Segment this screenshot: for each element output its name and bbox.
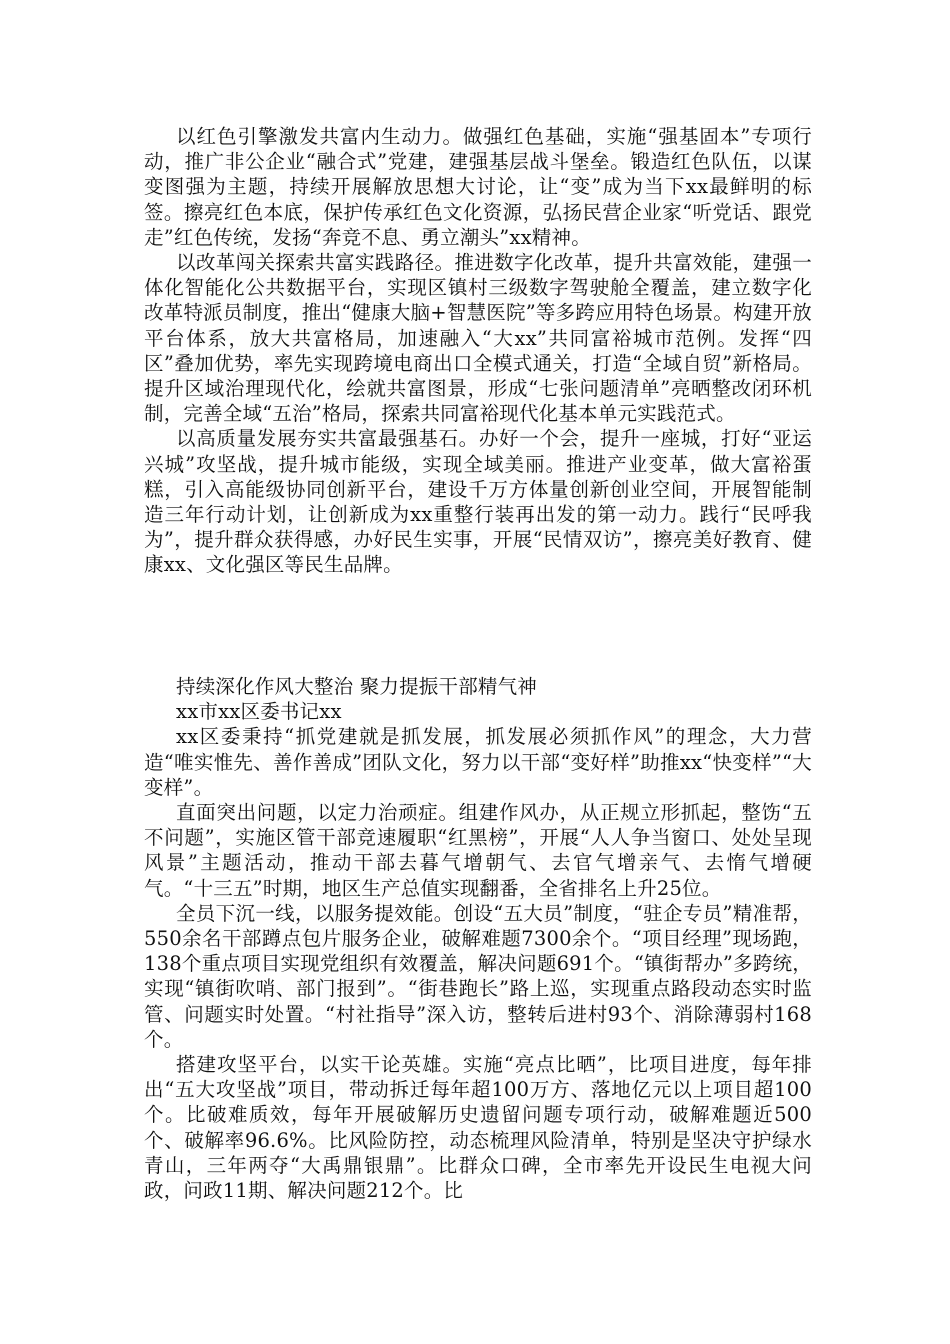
paragraph-reform-path: 以改革闯关探索共富实践路径。推进数字化改革，提升共富效能，建强一体化智能化公共数据平台，实现区镇村三级数字驾驶舱全覆盖，建立数字化改革特派员制度，推出“健康大脑+智慧医院”等多跨应用特色场景。构建开放平台体系，放大共富格局，加速融入“大xx”共同富裕城市范例。发挥“四区”叠加优势，率先实现跨境电商出口全模式通关，打造“全域自贸”新格局。提升区域治理现代化，绘就共富图景，形成“七张问题清单”亮晒整改闭环机制，完善全域“五治”格局，探索共同富裕现代化基本单元实践范式。 [144,251,812,426]
paragraph-face-problems: 直面突出问题，以定力治顽症。组建作风办，从正规立形抓起，整饬“五不问题”，实施区管干部竞速履职“红黑榜”，开展“人人争当窗口、处处呈现风景”主题活动，推动干部去暮气增朝气、去官气增亲气、去惰气增硬气。“十三五”时期，地区生产总值实现翻番，全省排名上升25位。 [144,801,812,900]
section-two [144,674,812,1203]
paragraph-red-engine: 以红色引擎激发共富内生动力。做强红色基础，实施“强基固本”专项行动，推广非公企业“融合式”党建，建强基层战斗堡垒。锻造红色队伍，以谋变图强为主题，持续开展解放思想大讨论，让“变”成为当下xx最鲜明的标签。擦亮红色本底，保护传承红色文化资源，弘扬民营企业家“听党话、跟党走”红色传统，发扬“奔竞不息、勇立潮头”xx精神。 [144,125,812,249]
paragraph-tackling-platform: 搭建攻坚平台，以实干论英雄。实施“亮点比晒”，比项目进度，每年排出“五大攻坚战”项目，带动拆迁每年超100万方、落地亿元以上项目超100个。比破难质效，每年开展破解历史遗留问题专项行动，破解难题近500个、破解率96.6%。比风险防控，动态梳理风险清单，特别是坚决守护绿水青山，三年两夺“大禹鼎银鼎”。比群众口碑，全市率先开设民生电视大问政，问政11期、解决问题212个。比 [144,1053,812,1203]
section-one [144,124,812,578]
article-title: 持续深化作风大整治 聚力提振干部精气神 [176,675,537,698]
paragraph-intro: xx区委秉持“抓党建就是抓发展，抓发展必须抓作风”的理念，大力营造“唯实惟先、善作善成”团队文化，努力以干部“变好样”助推xx“快变样”“大变样”。 [144,725,812,799]
paragraph-high-quality-development: 以高质量发展夯实共富最强基石。办好一个会，提升一座城，打好“亚运兴城”攻坚战，提升城市能级，实现全域美丽。推进产业变革，做大富裕蛋糕，引入高能级协同创新平台，建设千万方体量创新创业空间，开展智能制造三年行动计划，让创新成为xx重整行装再出发的第一动力。践行“民呼我为”，提升群众获得感，办好民生实事，开展“民情双访”，擦亮美好教育、健康xx、文化强区等民生品牌。 [144,427,812,577]
paragraph-frontline-service: 全员下沉一线，以服务提效能。创设“五大员”制度，“驻企专员”精准帮，550余名干部蹲点包片服务企业，破解难题7300余个。“项目经理”现场跑，138个重点项目实现党组织有效覆盖，解决问题691个。“镇街帮办”多跨统，实现“镇街吹哨、部门报到”。“街巷跑长”路上巡，实现重点路段动态实时监管、问题实时处置。“村社指导”深入访，整转后进村93个、消除薄弱村168个。 [144,901,812,1051]
article-byline: xx市xx区委书记xx [176,700,342,724]
